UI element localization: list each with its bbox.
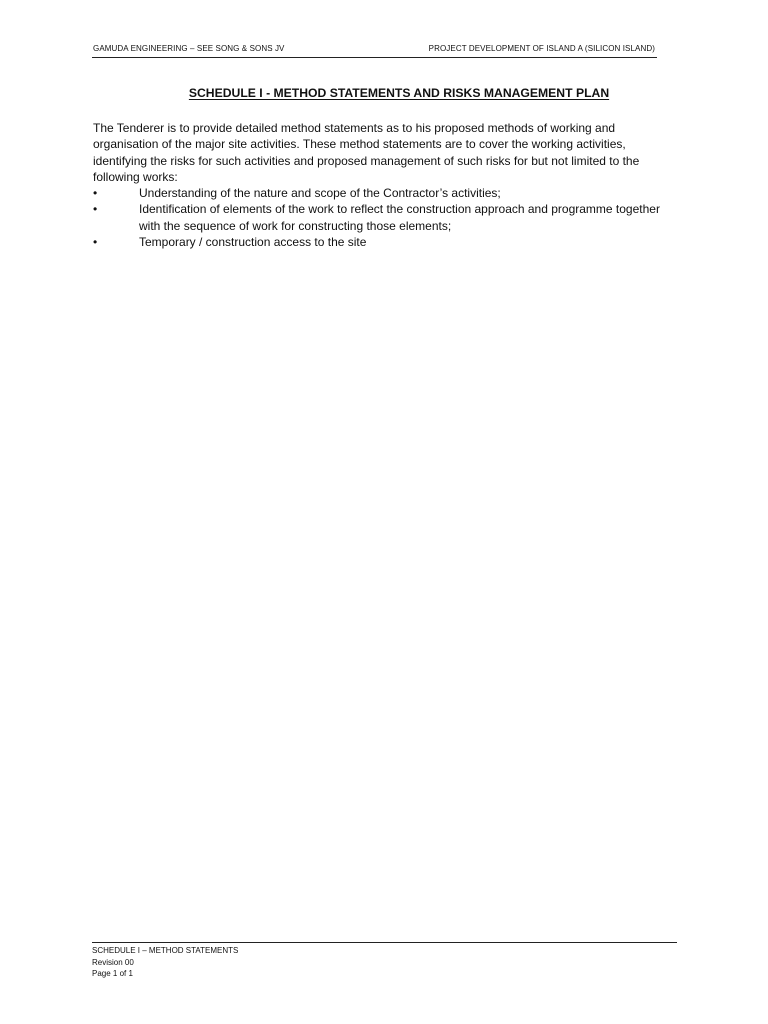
- scope-bullet-list: [93, 185, 683, 250]
- bullet-icon: •: [93, 186, 98, 201]
- page-footer: [92, 942, 677, 980]
- intro-paragraph: The Tenderer is to provide detailed method statements as to his proposed methods of working and organisation of the major site activities. These method statements are to cover the working activities, identifying the risks for such activities and proposed management of such risks for but not limited to the following works:: [93, 121, 640, 184]
- list-item: [93, 201, 683, 234]
- header-project: PROJECT DEVELOPMENT OF ISLAND A (SILICON ISLAND): [428, 44, 655, 53]
- list-item: [93, 185, 683, 201]
- list-item-text: Understanding of the nature and scope of the Contractor’s activities;: [139, 186, 501, 201]
- footer-page-number: Page 1 of 1: [92, 969, 133, 978]
- document-title: SCHEDULE I - METHOD STATEMENTS AND RISKS MANAGEMENT PLAN: [188, 86, 610, 100]
- list-item: [93, 234, 683, 250]
- bullet-icon: •: [93, 202, 98, 217]
- list-item-text: Identification of elements of the work to reflect the construction approach and programme together with the sequence of work for constructing those elements;: [139, 202, 660, 233]
- footer-schedule: SCHEDULE I – METHOD STATEMENTS: [92, 946, 239, 955]
- list-item-text: Temporary / construction access to the site: [139, 235, 367, 250]
- bullet-icon: •: [93, 235, 98, 250]
- document-body: [93, 120, 683, 250]
- footer-revision: Revision 00: [92, 957, 134, 967]
- header-company: GAMUDA ENGINEERING – SEE SONG & SONS JV: [93, 44, 285, 53]
- page-header: [92, 43, 657, 58]
